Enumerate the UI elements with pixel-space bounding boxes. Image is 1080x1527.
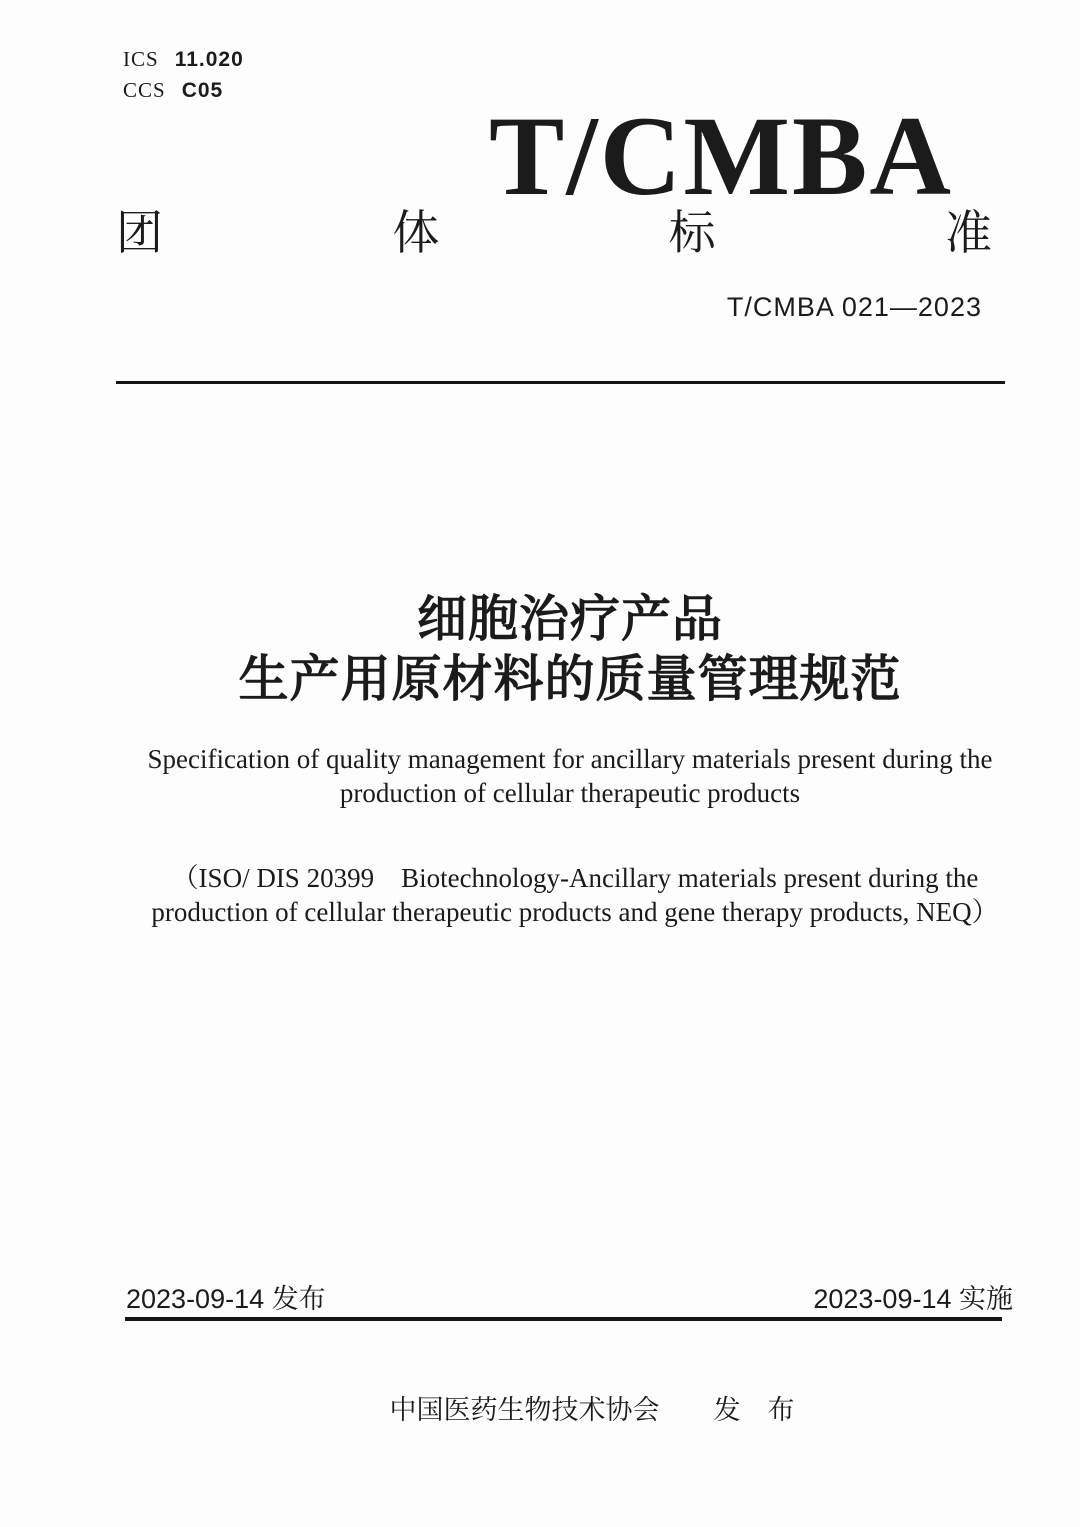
implement-date: 2023-09-14 实施 xyxy=(813,1284,1013,1314)
standard-number: T/CMBA 021—2023 xyxy=(726,292,982,322)
standard-type-char: 准 xyxy=(944,206,992,259)
iso-reference xyxy=(70,861,1080,929)
standard-type-char: 标 xyxy=(668,206,716,259)
iso-reference-line2: production of cellular therapeutic products and gene therapy products, NEQ） xyxy=(151,897,999,927)
standard-type-char: 团 xyxy=(116,206,163,259)
title-en-line1: Specification of quality management for ancillary materials present during the xyxy=(147,744,993,774)
ics-value: 11.020 xyxy=(174,48,244,71)
document-title-en xyxy=(60,742,1080,810)
standard-type-title xyxy=(116,205,992,261)
ccs-code-row xyxy=(123,75,244,106)
publisher-row xyxy=(104,1391,1080,1429)
publisher-name: 中国医药生物技术协会 xyxy=(389,1395,660,1425)
title-en-line2: production of cellular therapeutic products xyxy=(339,778,801,808)
header-rule xyxy=(116,381,1005,384)
footer-rule xyxy=(125,1317,1002,1321)
ics-code-row xyxy=(123,44,244,75)
title-zh-line2: 生产用原材料的质量管理规范 xyxy=(238,651,902,707)
classification-codes xyxy=(123,44,244,106)
document-title-zh xyxy=(60,589,1080,709)
ccs-value: C05 xyxy=(181,79,224,102)
title-zh-line1: 细胞治疗产品 xyxy=(417,591,723,647)
iso-reference-line1: （ISO/ DIS 20399 Biotechnology-Ancillary materials present during the xyxy=(171,863,979,893)
ccs-label: CCS xyxy=(123,78,166,102)
ics-label: ICS xyxy=(123,47,159,71)
standard-body-logo: T/CMBA xyxy=(489,94,953,219)
date-row xyxy=(126,1283,1013,1315)
standard-type-char: 体 xyxy=(392,206,440,259)
publish-action-label: 发 布 xyxy=(713,1395,795,1425)
issue-date: 2023-09-14 发布 xyxy=(126,1284,326,1314)
